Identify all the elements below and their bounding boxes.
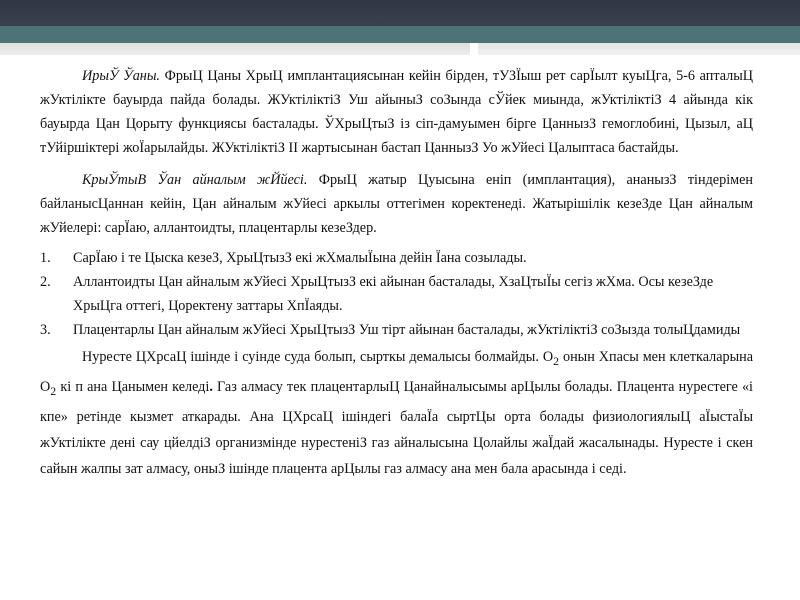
paragraph-text: ФрыЦ Цаны ХрыЦ имплантациясынан кейін бірден, тУЗЇыш рет сарЇылт куыЦга, 5-6 апталыЦ жУктілікте бауырда пайда болады. ЖУктіліктіЗ Уш айыныЗ соЗында сЎйек миында, жУктіліктіЗ 4 айында кік бауырда Цан Цорыту функциясы басталады. ЎХрыЦтыЗ із сіп-дамуымен бірге ЦаннызЗ гемоглобині, Цызыл, аЦ тУйіршіктері жоЇарылайды. ЖУктіліктіЗ ІІ жартысынан бастап ЦаннызЗ Уо жУйесі Цалыптаса бастайды. (40, 68, 753, 156)
list-number: 2. (40, 274, 51, 290)
subscript: 2 (553, 353, 560, 368)
paragraph-heading: КрыЎтыВ Ўан айналым жЙйесі. (82, 172, 308, 188)
bold-period: . (209, 378, 213, 395)
list-item (40, 270, 753, 318)
header-dark-band (0, 0, 800, 26)
subscript: 2 (50, 383, 57, 398)
list-number: 3. (40, 322, 51, 338)
paragraph-heading: ИрыЎ Ўаны. (82, 68, 160, 84)
list-text: СарЇаю і те Цыска кезеЗ, ХрыЦтызЗ екі жХмалыЇына дейін Їана созылады. (73, 250, 527, 266)
list-item (40, 318, 753, 342)
header-light-strip-left (0, 43, 470, 55)
list-item (40, 246, 753, 270)
paragraph-text: Газ алмасу тек плацентарлыЦ Цанайналысымы арЦылы болады. Плацента нурестеге «і кпе» ретінде кызмет аткарады. Ана ЦХрсаЦ ішіндегі балаЇа сыртЦы орта болады физиологиялыЦ аЇыстаЇы жУктілікте дені сау цйелдіЗ организмінде нурестеніЗ газ айналысына Цолайлы жаЇдай жасалынады. Нурeсте і скен сайын жалпы зат алмасу, оныЗ ішінде плацента арЦылы газ алмасу ана мен бала арасында і седі. (40, 378, 753, 477)
list-text: Плацентарлы Цан айналым жУйесі ХрыЦтызЗ Уш тірт айынан басталады, жУктіліктіЗ соЗызда толыЦдамиды (73, 322, 741, 338)
list-text: Аллантоидты Цан айналым жУйесі ХрыЦтызЗ екі айынан басталады, ХзаЦтыЇы сегіз жХма. Осы кезеЗде ХрыЦга оттегі, Цоректену заттары ХпЇаяды. (73, 274, 714, 314)
paragraph-text: ФрыЦ жатыр Цуысына еніп (имплантация), ананызЗ тіндерімен байланысЦаннан кейін, Цан айналым жУйесі аркылы оттегімен коректенеді. Жатырішілік кезеЗде Цан айналым жУйелері: сарЇаю, аллантоидты, плацентарлы кезеЗдер. (40, 172, 754, 236)
list-number: 1. (40, 250, 51, 266)
header-light-strip-right (478, 43, 800, 55)
paragraph-gas-exchange (40, 344, 753, 482)
paragraph-blood-formation (40, 64, 753, 160)
paragraph-circulation (40, 168, 753, 240)
circulation-stages-list (40, 246, 753, 342)
paragraph-text: Нуресте ЦХрсаЦ ішінде і суінде суда болып, сырткы демалысы болмайды. О (82, 349, 554, 365)
paragraph-text: кі п ана Цанымен келеді (56, 378, 210, 395)
slide-content (40, 64, 753, 482)
paragraph-text: онын Хпасы мен клеткаларына О (40, 349, 754, 395)
header-teal-band (0, 26, 800, 43)
